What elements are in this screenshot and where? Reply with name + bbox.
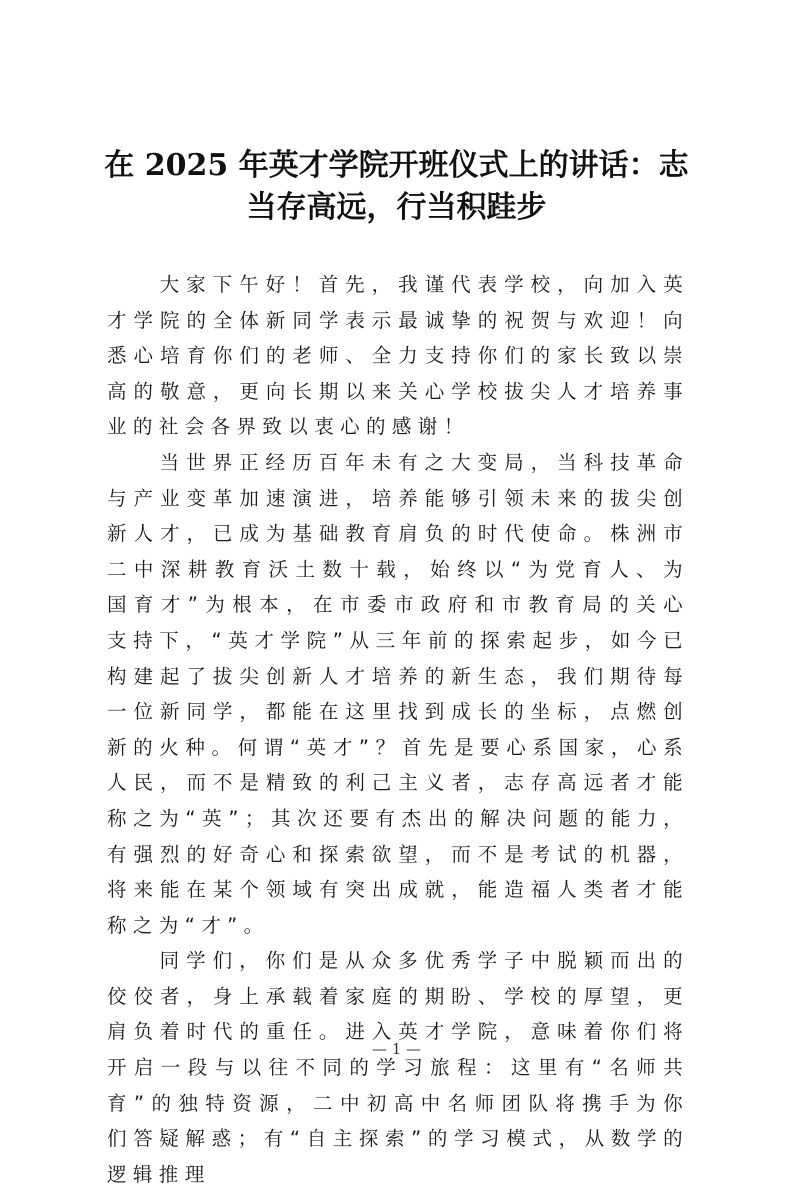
paragraph-3: 同学们，你们是从众多优秀学子中脱颖而出的佼佼者，身上承载着家庭的期盼、学校的厚望，更肩负着时代的重任。进入英才学院，意味着你们将开启一段与以往不同的学习旅程：这里有“名师共育”的独特资源，二中初高中名师团队将携手为你们答疑解惑；有“自主探索”的学习模式，从数学的逻辑推理 (107, 949, 689, 1186)
title-line-2: 当存高远，行当积跬步 (246, 190, 547, 225)
title-line-1: 在 2025 年英才学院开班仪式上的讲话：志 (104, 148, 689, 183)
paragraph-1: 大家下午好！首先，我谨代表学校，向加入英才学院的全体新同学表示最诚挚的祝贺与欢迎！向悉心培育你们的老师、全力支持你们的家长致以崇高的敬意，更向长期以来关心学校拔尖人才培养事业的社会各界致以衷心的感谢！ (107, 273, 689, 439)
document-title (95, 145, 698, 229)
page-number: — 1 — (371, 1040, 422, 1058)
paragraph-2: 当世界正经历百年未有之大变局，当科技革命与产业变革加速演进，培养能够引领未来的拔尖创新人才，已成为基础教育肩负的时代使命。株洲市二中深耕教育沃土数十载，始终以“为党育人、为国育才”为根本，在市委市政府和市教育局的关心支持下，“英才学院”从三年前的探索起步，如今已构建起了拔尖创新人才培养的新生态，我们期待每一位新同学，都能在这里找到成长的坐标，点燃创新的火种。何谓“英才”？首先是要心系国家，心系人民，而不是精致的利己主义者，志存高远者才能称之为“英”；其次还要有杰出的解决问题的能力，有强烈的好奇心和探索欲望，而不是考试的机器，将来能在某个领域有突出成就，能造福人类者才能称之为“才”。 (107, 450, 689, 937)
